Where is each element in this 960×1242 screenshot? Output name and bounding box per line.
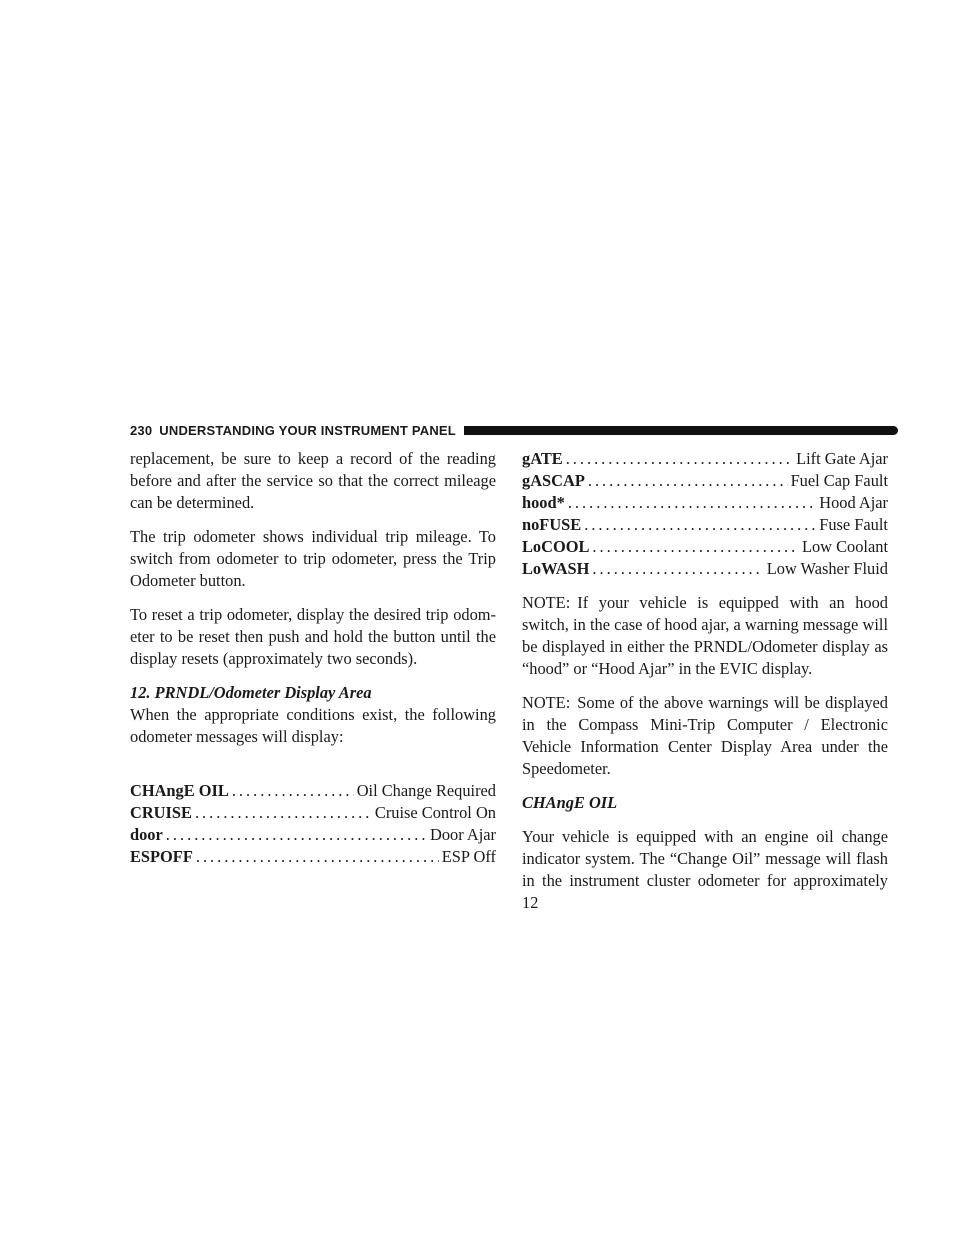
left-column — [130, 448, 496, 868]
paragraph-replacement: replacement, be sure to keep a record of the reading before and after the service so that the correct mileage can be determined. — [130, 449, 496, 512]
section-heading: 12. PRNDL/Odometer Display Area — [130, 683, 372, 702]
message-meaning: Lift Gate Ajar — [796, 449, 888, 468]
paragraph-intro: When the appropriate conditions exist, the following odometer messages will display: — [130, 705, 496, 746]
leader-dots — [568, 492, 816, 514]
message-code: ESPOFF — [130, 847, 193, 866]
page-header — [130, 421, 898, 439]
note-label: NOTE: — [522, 593, 571, 612]
message-code: gASCAP — [522, 471, 585, 490]
message-meaning: Low Coolant — [801, 537, 888, 556]
message-code: gATE — [522, 449, 563, 468]
leader-dots — [566, 448, 793, 470]
message-code: LoCOOL — [522, 537, 590, 556]
leader-dots — [592, 558, 763, 580]
paragraph-change-oil: Your vehicle is equipped with an engine oil change indicator system. The “Change Oil” message will flash in the instrument cluster odometer for approximately 12 — [522, 827, 888, 912]
list-item — [130, 802, 496, 824]
header-rule — [464, 426, 898, 435]
leader-dots — [584, 514, 816, 536]
list-item — [130, 824, 496, 846]
message-meaning: ESP Off — [441, 847, 496, 866]
list-item — [130, 780, 496, 802]
list-item — [522, 558, 888, 580]
list-item — [522, 536, 888, 558]
change-oil-heading: CHAngE OIL — [522, 793, 618, 812]
message-code: CRUISE — [130, 803, 192, 822]
message-code: hood* — [522, 493, 565, 512]
message-meaning: Fuel Cap Fault — [790, 471, 888, 490]
leader-dots — [592, 536, 799, 558]
right-column — [522, 448, 888, 926]
leader-dots — [166, 824, 427, 846]
section-title: UNDERSTANDING YOUR INSTRUMENT PANEL — [159, 422, 456, 438]
leader-dots — [196, 846, 439, 868]
list-item — [522, 492, 888, 514]
paragraph-reset-trip: To reset a trip odometer, display the desired trip odom-eter to be reset then push and hold the button until the display resets (approximately two seconds). — [130, 605, 496, 668]
list-item — [522, 448, 888, 470]
note-text: If your vehicle is equipped with an hood switch, in the case of hood ajar, a warning message will be displayed in either the PRNDL/Odometer display as “hood” or “Hood Ajar” in the EVIC display. — [522, 593, 888, 678]
message-meaning: Oil Change Required — [356, 781, 496, 800]
leader-dots — [195, 802, 372, 824]
message-list-left — [130, 780, 496, 868]
paragraph-trip-odometer: The trip odometer shows individual trip mileage. To switch from odometer to trip odometer, press the Trip Odometer button. — [130, 527, 496, 590]
message-meaning: Hood Ajar — [819, 493, 888, 512]
message-meaning: Cruise Control On — [374, 803, 496, 822]
list-item — [522, 470, 888, 492]
message-code: CHAngE OIL — [130, 781, 229, 800]
message-meaning: Low Washer Fluid — [766, 559, 888, 578]
message-meaning: Fuse Fault — [819, 515, 888, 534]
leader-dots — [588, 470, 788, 492]
note-hood-switch — [522, 592, 888, 680]
message-code: noFUSE — [522, 515, 582, 534]
list-item — [522, 514, 888, 536]
list-item — [130, 846, 496, 868]
leader-dots — [232, 780, 354, 802]
message-code: door — [130, 825, 163, 844]
page-number: 230 — [130, 422, 153, 438]
note-label: NOTE: — [522, 693, 571, 712]
message-list-right — [522, 448, 888, 580]
note-text: Some of the above warnings will be displayed in the Compass Mini-Trip Computer / Electronic Vehicle Information Center Display Area under the Speedometer. — [522, 693, 888, 778]
note-evic-warnings — [522, 692, 888, 780]
message-meaning: Door Ajar — [429, 825, 496, 844]
message-code: LoWASH — [522, 559, 590, 578]
